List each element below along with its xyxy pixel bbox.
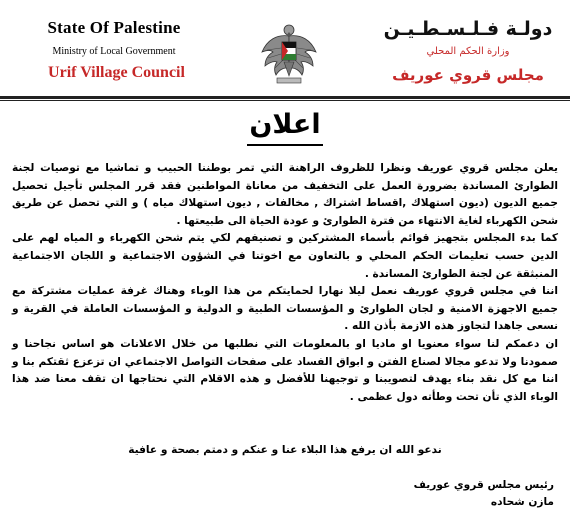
announcement-body (12, 160, 558, 406)
letterhead (0, 0, 570, 100)
arabic-state-title: دولـة فـلـسـطـيـن (383, 18, 553, 40)
arabic-ministry-name: وزارة الحكم المحلي (426, 46, 510, 57)
palestine-eagle-emblem-icon (259, 18, 319, 88)
body-paragraph: كما بدء المجلس بتجهيز قوائم بأسماء المشتركين و تصنيفهم لكي يتم شحن الكهرباء و المياه لهم على الدين حسب تعليمات الحكم المحلي و بالتعاون مع اخوتنا في الشؤون الاجتماعية و اللجان الاجتماعية المنبثقة عن لجنة الطوارئ المساندة . (12, 232, 558, 280)
signatory-title: رئيس مجلس قروي عوريف (413, 479, 554, 491)
signature-block (354, 477, 554, 511)
announcement-heading (0, 108, 570, 146)
signatory-name: مازن شحاده (490, 496, 554, 508)
header-divider-thick (0, 96, 570, 99)
body-paragraph: اننا في مجلس قروي عوريف نعمل ليلا نهارا لحمايتكم من هذا الوباء وهناك غرفة عمليات مشتركة مع جميع الاجهزة الامنية و لجان الطوارئ و المؤسسات الطبية و الدولية و المؤسسات العاملة في القرية و نسعى جاهدا لتجاوز هذه الازمة بأذن الله . (12, 285, 558, 333)
english-state-title: State Of Palestine (47, 18, 181, 37)
arabic-council-name: مجلس قروي عوريف (392, 66, 544, 84)
header-divider-thin (0, 100, 570, 101)
english-council-name: Urif Village Council (48, 64, 185, 81)
closing-prayer: ندعو الله ان يرفع هذا البلاء عنا و عنكم و دمتم بصحة و عافية (128, 444, 442, 456)
body-paragraph: يعلن مجلس قروي عوريف ونظرا للظروف الراهنة التي تمر بوطننا الحبيب و تماشيا مع توصيات لجنة الطوارئ المساندة بضرورة العمل على التخفيف من معاناة المواطنين فقد قرر المجلس تأجيل تحصيل جميع الديون (ديون استهلاك ,اقساط اشتراك , مخالفات , ديون استهلاك مياه ) و التي تحصل عن طريق شحن الكهرباء لغاية الانتهاء من فترة الطوارئ و عودة الحياة الى طبيعتها . (12, 162, 558, 227)
english-ministry-name: Ministry of Local Government (52, 46, 176, 57)
announcement-title: اعلان (247, 108, 322, 146)
body-paragraph: ان دعمكم لنا سواء معنويا او ماديا او بالمعلومات التي نطلبها من خلال الاعلانات هو اساس نجاحنا و صمودنا ولا تدعو مجالا لصناع الفتن و ابواق الفساد على صفحات التواصل الاجتماعي ان تزعزع ثقتكم بنا و اننا مع كل نقد بناء يهدف لتصويبنا و توجيهنا للأفضل و هذه الاقلام التي نحتاجها ان تقف معنا ضد هذا الوباء الذي تأن تحت وطأته دول عظمى . (12, 337, 558, 403)
